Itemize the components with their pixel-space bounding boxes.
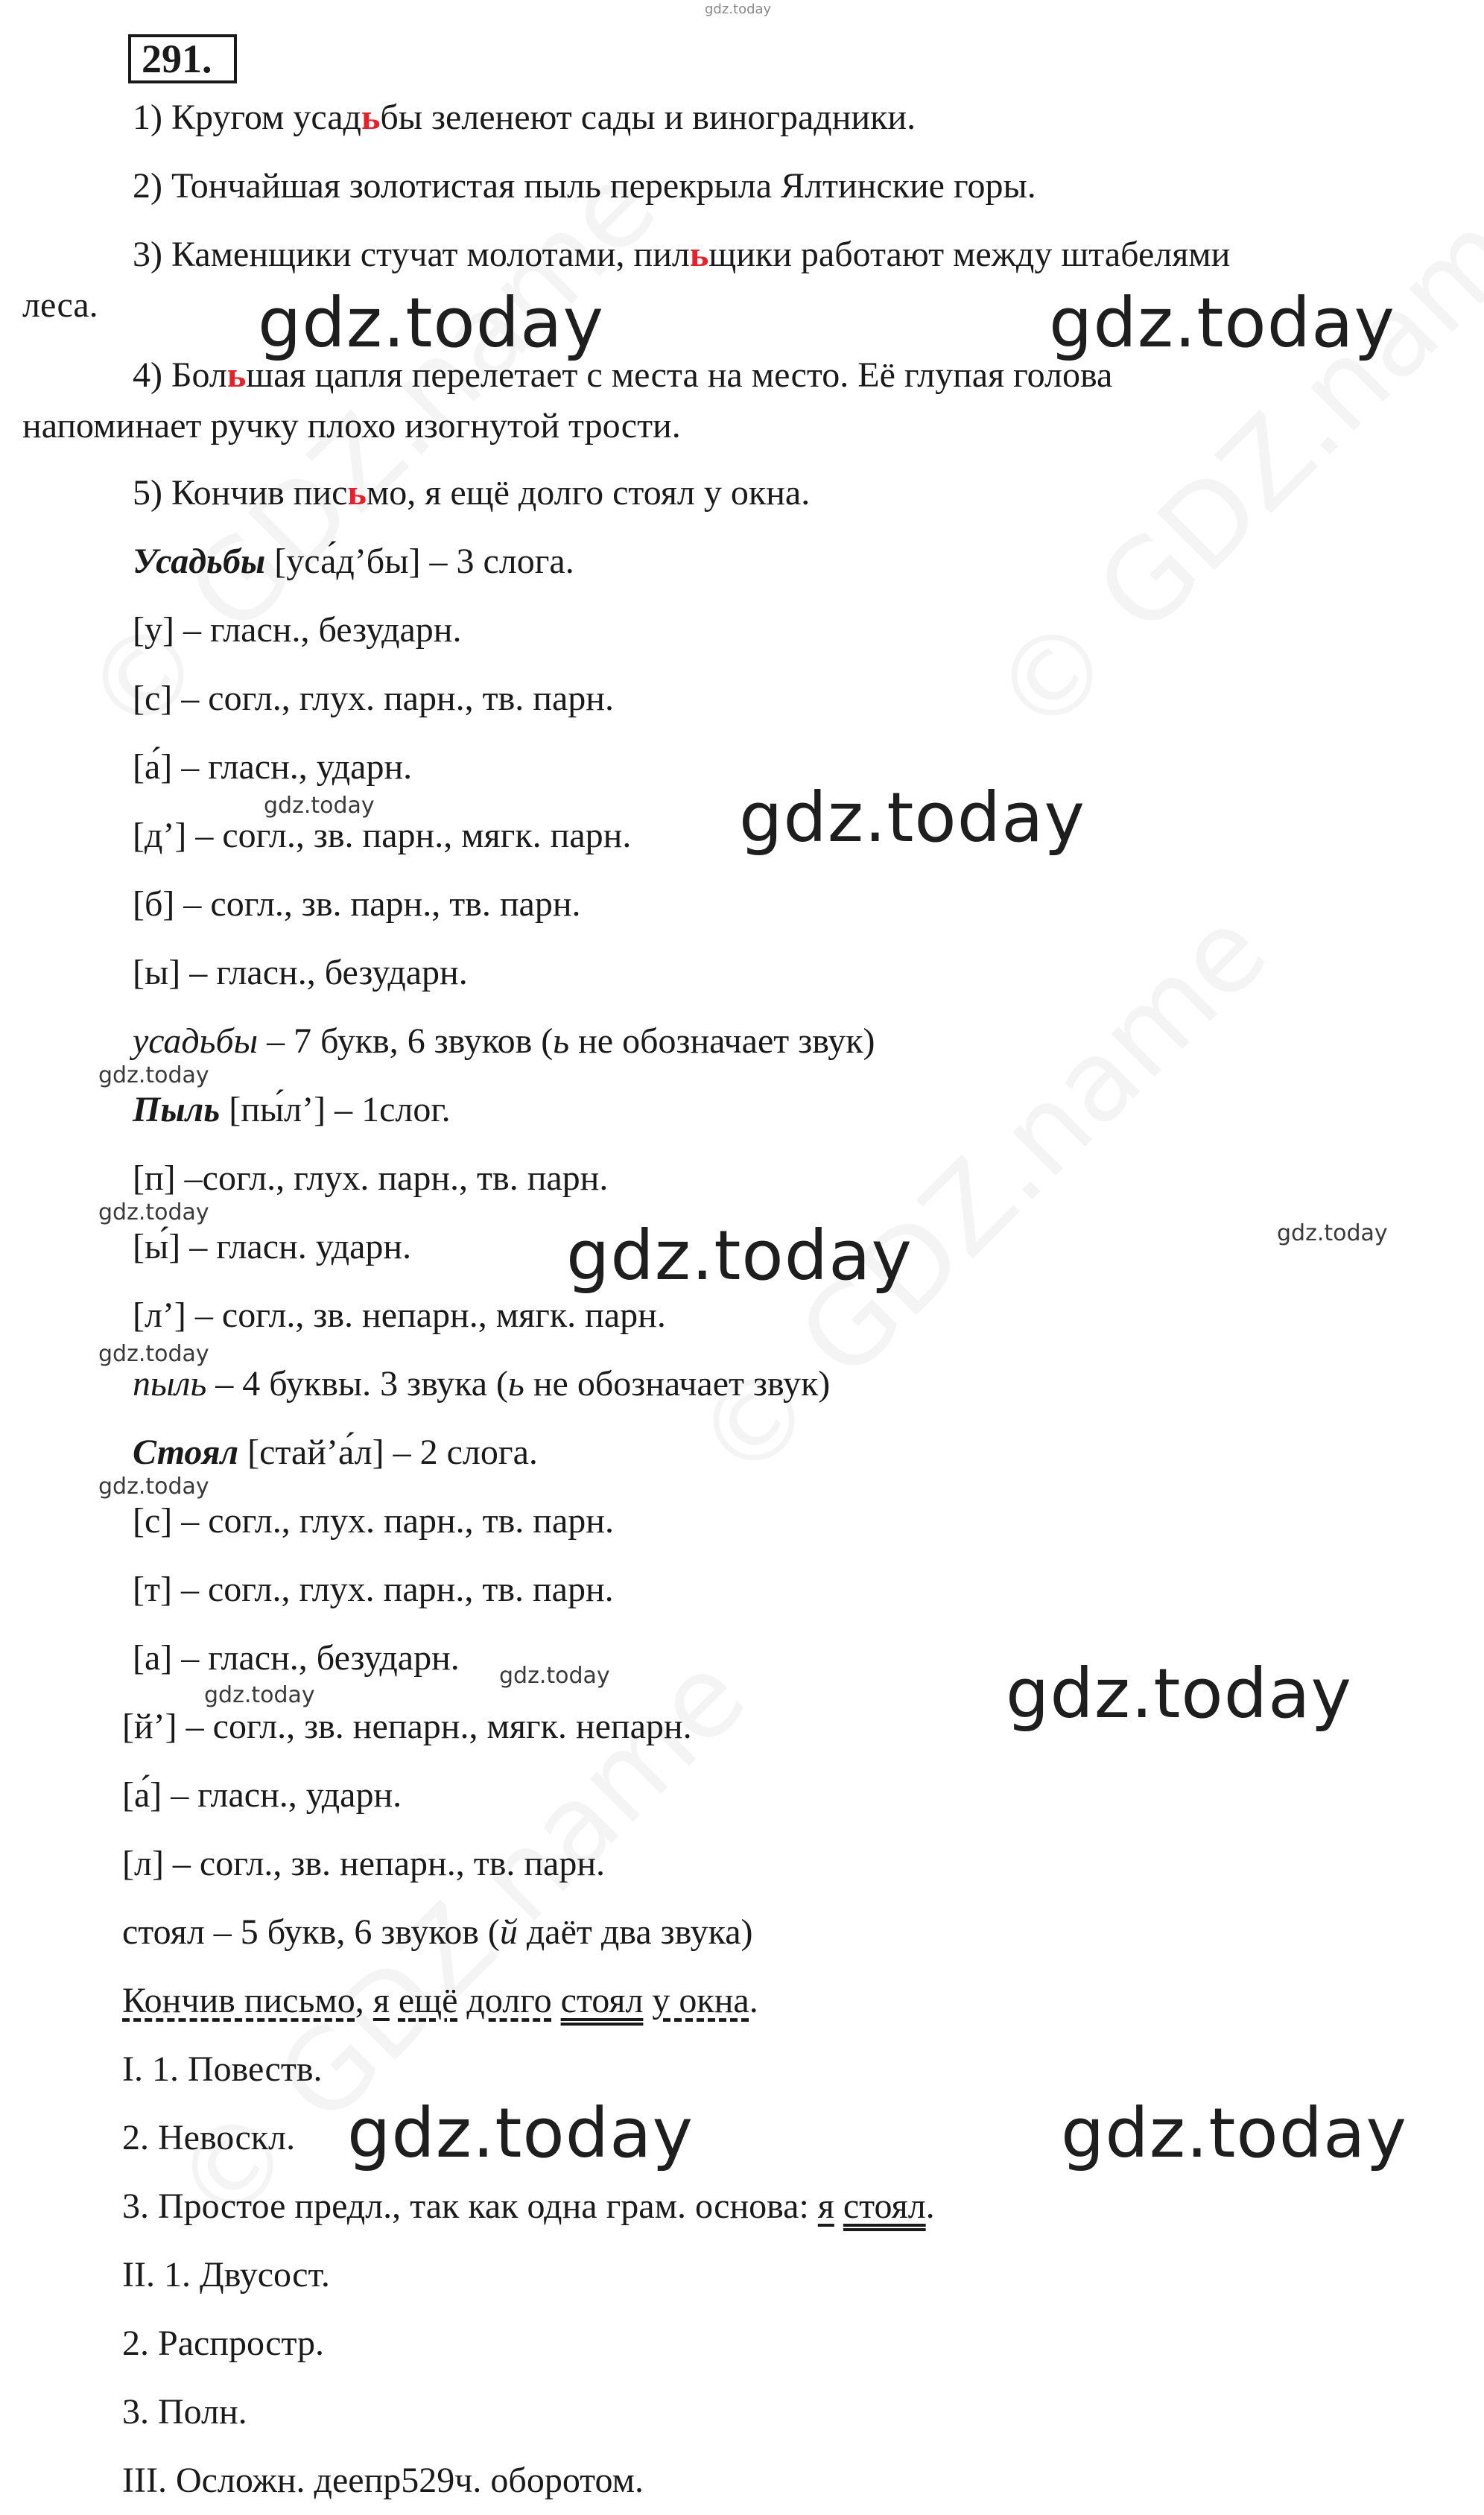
sentence-1: 1) Кругом усадьбы зеленеют сады и виноградники.	[133, 98, 916, 137]
sound-line: [д’] – согл., зв. парн., мягк. парн.	[133, 816, 632, 855]
sound-line: [й’] – согл., зв. непарн., мягк. непарн.	[122, 1707, 692, 1746]
sentence-4: 4) Большая цапля перелетает с места на место. Её глупая голова	[133, 355, 1113, 395]
watermark: gdz.today	[1049, 283, 1395, 363]
watermark: gdz.today	[739, 778, 1085, 857]
watermark: gdz.today	[98, 1474, 209, 1500]
analysis-heading: Стоял [стай’а́л] – 2 слога.	[133, 1433, 538, 1472]
watermark: gdz.today	[98, 1199, 209, 1225]
characteristic-line: 2. Невоскл.	[122, 2118, 296, 2157]
soft-sign-highlight: ь	[689, 235, 709, 274]
adverbial-participle-phrase: Кончив письмо	[122, 1981, 355, 2020]
analysis-summary: стоял – 5 букв, 6 звуков (й даёт два звука)	[122, 1912, 753, 1952]
sound-line: [а́] – гласн., ударн.	[122, 1775, 402, 1815]
sound-line: [л] – согл., зв. непарн., тв. парн.	[122, 1844, 606, 1883]
sound-line: [ы́] – гласн. ударн.	[133, 1227, 412, 1266]
background-watermark	[670, 886, 1292, 1507]
watermark: gdz.today	[566, 1216, 913, 1295]
sound-line: [а́] – гласн., ударн.	[133, 747, 413, 787]
sound-line: [л’] – согл., зв. непарн., мягк. парн.	[133, 1295, 666, 1335]
sound-line: [т] – согл., глух. парн., тв. парн.	[133, 1570, 614, 1609]
sentence-3: 3) Каменщики стучат молотами, пильщики работают между штабелями	[133, 235, 1231, 274]
watermark: gdz.today	[1006, 1654, 1352, 1734]
watermark: gdz.today	[98, 1341, 209, 1367]
soft-sign-highlight: ь	[361, 98, 381, 137]
sentence-5: 5) Кончив письмо, я ещё долго стоял у окна.	[133, 473, 811, 513]
characteristic-line: 2. Распростр.	[122, 2324, 325, 2363]
sound-line: [п] –согл., глух. парн., тв. парн.	[133, 1158, 609, 1198]
characteristic-line: 3. Полн.	[122, 2392, 247, 2432]
watermark: gdz.today	[1061, 2093, 1407, 2173]
soft-sign-highlight: ь	[347, 473, 367, 513]
adverbial-word: у окна	[652, 1981, 749, 2020]
subject-word: я	[372, 1981, 390, 2020]
predicate-word: стоял	[560, 1981, 644, 2020]
adverbial-word: ещё	[398, 1981, 458, 2020]
predicate-word: стоял	[843, 2186, 926, 2226]
sound-line: [с] – согл., глух. парн., тв. парн.	[133, 679, 614, 718]
characteristic-line: II. 1. Двусост.	[122, 2255, 330, 2294]
sentence-3-continuation: леса.	[22, 285, 98, 325]
watermark: gdz.today	[499, 1663, 610, 1689]
sound-line: [с] – согл., глух. парн., тв. парн.	[133, 1501, 614, 1541]
watermark-top: gdz.today	[705, 1, 772, 17]
sound-line: [а] – гласн., безударн.	[133, 1638, 460, 1678]
sentence-4-continuation: напоминает ручку плохо изогнутой трости.	[22, 406, 681, 445]
watermark: gdz.today	[264, 793, 375, 819]
watermark: gdz.today	[98, 1062, 209, 1088]
analysis-heading: Пыль [пы́л’] – 1слог.	[133, 1090, 451, 1129]
parsed-sentence: Кончив письмо, я ещё долго стоял у окна.	[122, 1981, 758, 2020]
watermark: gdz.today	[347, 2093, 694, 2173]
watermark: gdz.today	[258, 283, 604, 363]
sentence-2: 2) Тончайшая золотистая пыль перекрыла Ялтинские горы.	[133, 166, 1036, 206]
adverbial-word: долго	[466, 1981, 552, 2020]
subject-word: я	[817, 2186, 834, 2226]
sound-line: [б] – согл., зв. парн., тв. парн.	[133, 884, 581, 924]
characteristic-line: 3. Простое предл., так как одна грам. основа: я стоял.	[122, 2186, 935, 2226]
exercise-number: 291.	[128, 34, 237, 83]
sound-line: [ы] – гласн., безударн.	[133, 953, 468, 992]
sound-line: [у] – гласн., безударн.	[133, 610, 462, 650]
analysis-summary: пыль – 4 буквы. 3 звука (ь не обозначает звук)	[133, 1364, 831, 1404]
watermark: gdz.today	[1277, 1220, 1388, 1246]
characteristic-line: III. Осложн. деепр529ч. оборотом.	[122, 2461, 644, 2500]
analysis-summary: усадьбы – 7 букв, 6 звуков (ь не обозначает звук)	[133, 1021, 875, 1061]
watermark: gdz.today	[204, 1682, 315, 1708]
characteristic-line: I. 1. Повеств.	[122, 2049, 323, 2089]
soft-sign-highlight: ь	[226, 355, 247, 395]
analysis-heading: Усадьбы [уса́д’бы] – 3 слога.	[133, 542, 574, 581]
